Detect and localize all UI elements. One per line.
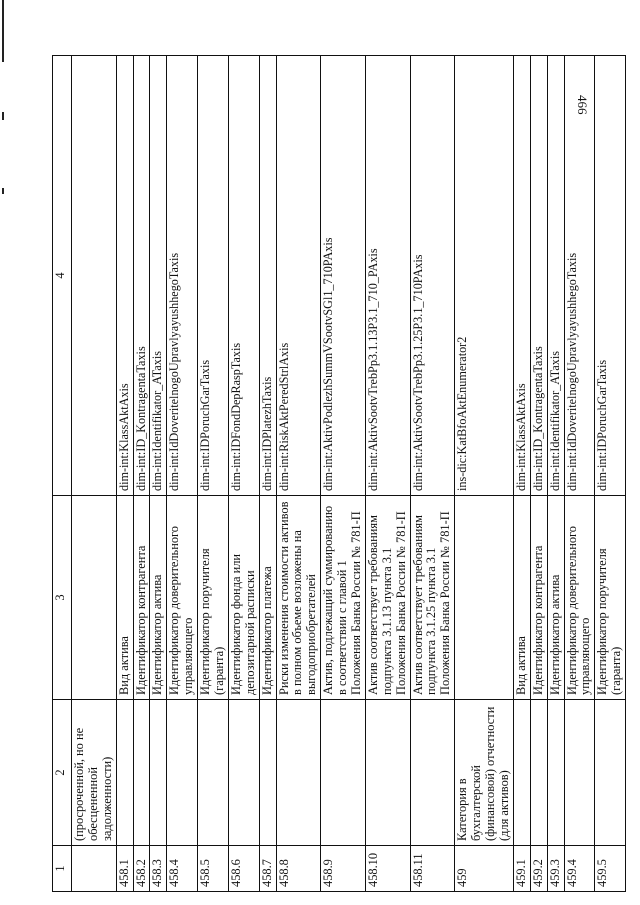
category-cell	[198, 700, 229, 846]
table-row	[595, 56, 626, 892]
description-cell: Идентификатор контрагента	[133, 496, 150, 700]
table-row	[276, 56, 321, 892]
dimension-cell: dim-int:IDPoruchGarTaxis	[198, 56, 229, 496]
header-cell-4: 4	[53, 56, 72, 496]
description-cell: Идентификатор поручителя (гаранта)	[595, 496, 626, 700]
dimension-cell	[72, 56, 117, 496]
header-cell-3: 3	[53, 496, 72, 700]
dimension-cell: dim-int:ID_KontragentaTaxis	[530, 56, 547, 496]
description-cell: Идентификатор актива	[547, 496, 564, 700]
code-cell: 459.5	[595, 846, 626, 892]
description-cell: Риски изменения стоимости активов в полном объеме возложены на выгодоприобретателей	[276, 496, 321, 700]
code-cell: 458.1	[116, 846, 133, 892]
table-row	[455, 56, 514, 892]
table-row	[150, 56, 167, 892]
code-cell: 459.2	[530, 846, 547, 892]
dimensions-table	[52, 55, 626, 892]
header-cell-1: 1	[53, 846, 72, 892]
code-cell: 458.10	[365, 846, 410, 892]
table-row	[116, 56, 133, 892]
code-cell: 458.7	[259, 846, 276, 892]
category-cell	[228, 700, 259, 846]
table-row	[198, 56, 229, 892]
description-cell: Идентификатор доверительного управляющего	[564, 496, 595, 700]
category-cell	[564, 700, 595, 846]
category-cell	[410, 700, 455, 846]
code-cell: 458.8	[276, 846, 321, 892]
description-cell: Вид актива	[116, 496, 133, 700]
table-row	[547, 56, 564, 892]
table-row	[530, 56, 547, 892]
dimension-cell: dim-int:KlassAktAxis	[513, 56, 530, 496]
description-cell: Актив соответствует требованиям подпункта 3.1.13 пункта 3.1 Положения Банка России № 781-П	[365, 496, 410, 700]
code-cell: 459.3	[547, 846, 564, 892]
table-row	[564, 56, 595, 892]
table-row	[167, 56, 198, 892]
description-cell: Актив, подлежащий суммированию в соответствии с главой 1 Положения Банка России № 781-П	[321, 496, 366, 700]
page-number-text: 466	[575, 95, 590, 115]
dimension-cell: dim-int:ID_KontragentaTaxis	[133, 56, 150, 496]
code-cell: 458.11	[410, 846, 455, 892]
table-row	[365, 56, 410, 892]
description-cell: Идентификатор доверительного управляющего	[167, 496, 198, 700]
dimension-cell: dim-int:IdDoveritelnogoUpravlyayushhegoTaxis	[167, 56, 198, 496]
dimension-cell: dim-int:IDFondDepRaspTaxis	[228, 56, 259, 496]
category-cell	[150, 700, 167, 846]
dimension-cell: dim-int:IDPoruchGarTaxis	[595, 56, 626, 496]
binder-mark-top	[2, 0, 4, 62]
dimension-cell: ins-dic:KatBfoAktEnumerator2	[455, 56, 514, 496]
category-cell	[167, 700, 198, 846]
description-cell: Идентификатор платежа	[259, 496, 276, 700]
code-cell: 459.1	[513, 846, 530, 892]
category-cell: Категория в бухгалтерской (финансовой) отчетности (для активов)	[455, 700, 514, 846]
description-cell: Вид актива	[513, 496, 530, 700]
category-cell	[133, 700, 150, 846]
code-cell: 458.9	[321, 846, 366, 892]
description-cell: Идентификатор контрагента	[530, 496, 547, 700]
description-cell: Идентификатор фонда или депозитарной расписки	[228, 496, 259, 700]
dimension-cell: dim-int:IdDoveritelnogoUpravlyayushhegoTaxis	[564, 56, 595, 496]
description-cell	[455, 496, 514, 700]
category-cell	[276, 700, 321, 846]
table-row	[72, 56, 117, 892]
code-cell: 458.3	[150, 846, 167, 892]
code-cell: 459	[455, 846, 514, 892]
category-cell	[547, 700, 564, 846]
table-row	[513, 56, 530, 892]
category-cell	[365, 700, 410, 846]
dimension-cell: dim-int:Identifikator_ATaxis	[150, 56, 167, 496]
table-row	[410, 56, 455, 892]
code-cell: 458.2	[133, 846, 150, 892]
code-cell	[72, 846, 117, 892]
header-cell-2: 2	[53, 700, 72, 846]
dimension-cell: dim-int:AktivSootvTrebPp3.1.13P3.1_710_PAxis	[365, 56, 410, 496]
category-cell	[513, 700, 530, 846]
rotated-page	[52, 56, 624, 892]
table-row	[259, 56, 276, 892]
description-cell	[72, 496, 117, 700]
binder-mark-mid	[2, 112, 4, 120]
code-cell: 458.5	[198, 846, 229, 892]
code-cell: 458.6	[228, 846, 259, 892]
category-cell	[321, 700, 366, 846]
dimension-cell: dim-int:Identifikator_ATaxis	[547, 56, 564, 496]
dimension-cell: dim-int:IDPlatezhTaxis	[259, 56, 276, 496]
description-cell: Идентификатор актива	[150, 496, 167, 700]
dimension-cell: dim-int:KlassAktAxis	[116, 56, 133, 496]
category-cell: (просроченной, но не обесцененной задолженности)	[72, 700, 117, 846]
dimension-cell: dim-int:AktivPodlezhSummVSootvSGl1_710PAxis	[321, 56, 366, 496]
dimension-cell: dim-int:AktivSootvTrebPp3.1.25P3.1_710PAxis	[410, 56, 455, 496]
header-row	[53, 56, 72, 892]
category-cell	[259, 700, 276, 846]
dimension-cell: dim-int:RiskAktPeredStrlAxis	[276, 56, 321, 496]
code-cell: 458.4	[167, 846, 198, 892]
table-row	[133, 56, 150, 892]
code-cell: 459.4	[564, 846, 595, 892]
table-body	[53, 56, 626, 892]
description-cell: Идентификатор поручителя (гаранта)	[198, 496, 229, 700]
description-cell: Актив соответствует требованиям подпункта 3.1.25 пункта 3.1 Положения Банка России № 781-П	[410, 496, 455, 700]
category-cell	[595, 700, 626, 846]
table-row	[228, 56, 259, 892]
category-cell	[530, 700, 547, 846]
binder-mark-low	[2, 188, 4, 194]
table-row	[321, 56, 366, 892]
category-cell	[116, 700, 133, 846]
